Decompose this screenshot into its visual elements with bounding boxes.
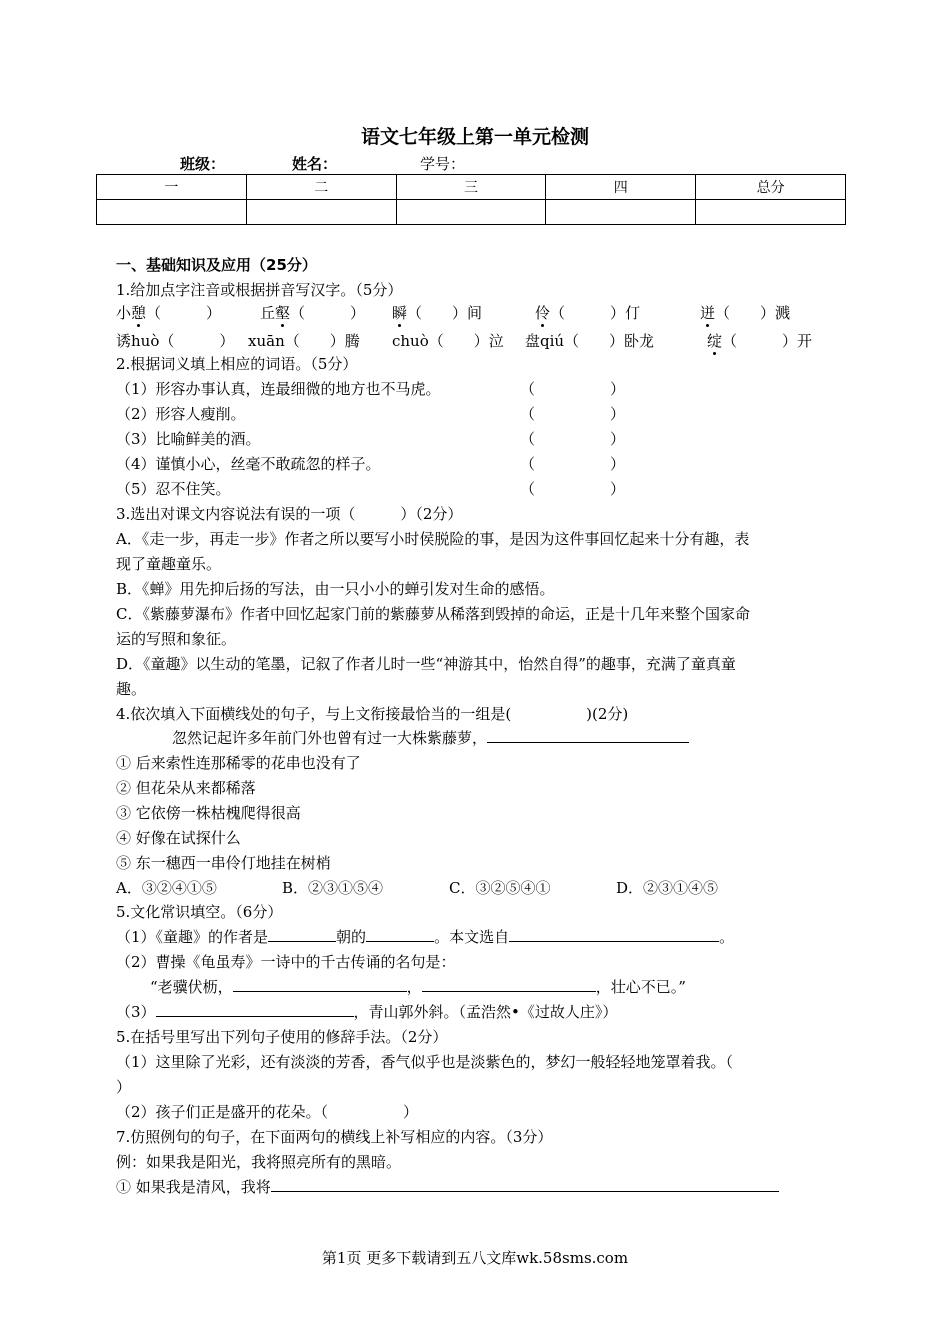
fill-line: （2）曹操《龟虽寿》一诗中的千古传诵的名句是：	[116, 953, 456, 971]
answer-paren[interactable]: （ ）	[520, 405, 626, 423]
definition-item: （1）形容办事认真，连最细微的地方也不马虎。	[116, 380, 441, 398]
student-id-label: 学号：	[420, 155, 466, 173]
score-header: 一	[97, 175, 247, 200]
answer-blank[interactable]	[509, 927, 719, 942]
score-header: 三	[396, 175, 546, 200]
fill-line: ① 如果我是清风，我将	[116, 1176, 779, 1197]
option-a: A．《走一步，再走一步》作者之所以要写小时侯脱险的事，是因为这件事回忆起来十分有趣，表	[116, 530, 750, 548]
sentence-item: ⑤ 东一穗西一串伶仃地挂在树梢	[116, 854, 331, 872]
score-cell[interactable]	[696, 200, 846, 225]
pinyin-item: 绽（ ）开	[707, 332, 813, 350]
pinyin-item: 诱huò（ ）	[116, 332, 235, 350]
page-footer: 第1页 更多下载请到五八文库wk.58sms.com	[321, 1249, 629, 1267]
answer-blank[interactable]	[233, 977, 407, 992]
option-c-cont: 运的写照和象征。	[116, 630, 237, 648]
definition-item: （2）形容人瘦削。	[116, 405, 246, 423]
answer-blank[interactable]	[268, 927, 336, 942]
answer-paren[interactable]: （ ）	[520, 480, 626, 498]
score-header: 四	[546, 175, 696, 200]
section-heading: 一、基础知识及应用（25分）	[116, 256, 317, 274]
sentence-item: ③ 它依傍一株枯槐爬得很高	[116, 804, 301, 822]
answer-paren[interactable]: （ ）	[520, 380, 626, 398]
option-b: B．《蝉》用先抑后扬的写法，由一只小小的蝉引发对生命的感悟。	[116, 580, 555, 598]
page-title: 语文七年级上第一单元检测	[360, 126, 589, 148]
score-cell[interactable]	[246, 200, 396, 225]
fill-line: “老骥伏枥， ， ，壮心不已。”	[150, 978, 686, 996]
pinyin-item: 盘qiú（ ）卧龙	[525, 332, 655, 350]
lead-sentence: 忽然记起许多年前门外也曾有过一大株紫藤萝，	[172, 727, 689, 748]
definition-item: （5）忍不住笑。	[116, 480, 231, 498]
answer-blank[interactable]	[366, 927, 434, 942]
sentence-item: （1）这里除了光彩，还有淡淡的芳香，香气似乎也是淡紫色的，梦幻一般轻轻地笼罩着我。（	[116, 1053, 734, 1071]
answer-paren[interactable]: （ ）	[520, 455, 626, 473]
choice-option[interactable]: C．③②⑤④①	[449, 879, 551, 897]
choice-option[interactable]: B．②③①⑤④	[282, 879, 384, 897]
score-header: 总分	[696, 175, 846, 200]
score-cell[interactable]	[546, 200, 696, 225]
name-label: 姓名：	[292, 155, 338, 173]
score-cell[interactable]	[97, 200, 247, 225]
answer-blank[interactable]	[487, 728, 689, 743]
question-stem: 3.选出对课文内容说法有误的一项（ ）（2分）	[116, 505, 463, 523]
option-d: D．《童趣》以生动的笔墨，记叙了作者儿时一些“神游其中，怡然自得”的趣事，充满了童真童	[116, 655, 736, 673]
pinyin-item: 迸（ ）溅	[700, 304, 791, 322]
choice-option[interactable]: A．③②④①⑤	[116, 879, 217, 897]
pinyin-item: chuò（ ）泣	[392, 332, 504, 350]
pinyin-item: 伶（ ）仃	[535, 304, 641, 322]
definition-item: （4）谨慎小心，丝毫不敢疏忽的样子。	[116, 455, 381, 473]
question-stem: 2.根据词义填上相应的词语。（5分）	[116, 355, 358, 373]
question-stem: 5.文化常识填空。（6分）	[116, 903, 283, 921]
question-stem: 4.依次填入下面横线处的句子，与上文衔接最恰当的一组是( )(2分)	[116, 705, 629, 723]
class-label: 班级：	[180, 155, 226, 173]
question-stem: 7.仿照例句的句子，在下面两句的横线上补写相应的内容。（3分）	[116, 1128, 553, 1146]
answer-blank[interactable]	[271, 1177, 779, 1192]
pinyin-item: xuān（ ）腾	[248, 332, 360, 350]
fill-line: （3） ，青山郭外斜。（孟浩然•《过故人庄》）	[116, 1003, 618, 1021]
answer-paren[interactable]: （ ）	[520, 430, 626, 448]
pinyin-item: 瞬（ ）间	[392, 304, 483, 322]
fill-line: （1）《童趣》的作者是 朝的 。本文选自 。	[116, 928, 735, 946]
answer-blank[interactable]	[156, 1002, 354, 1017]
option-d-cont: 趣。	[116, 680, 147, 698]
question-stem: 5.在括号里写出下列句子使用的修辞手法。（2分）	[116, 1028, 448, 1046]
pinyin-item: 丘壑（ ）	[260, 304, 366, 322]
question-stem: 1.给加点字注音或根据拼音写汉字。（5分）	[116, 281, 403, 299]
score-table	[96, 174, 846, 225]
option-c: C．《紫藤萝瀑布》作者中回忆起家门前的紫藤萝从稀落到毁掉的命运，正是十几年来整个国家命	[116, 605, 750, 623]
sentence-item: ② 但花朵从来都稀落	[116, 779, 256, 797]
answer-paren: ）	[116, 1078, 132, 1096]
pinyin-item: 小憩（ ）	[116, 304, 222, 322]
score-header: 二	[246, 175, 396, 200]
score-cell[interactable]	[396, 200, 546, 225]
definition-item: （3）比喻鲜美的酒。	[116, 430, 261, 448]
example-sentence: 例：如果我是阳光，我将照亮所有的黑暗。	[116, 1153, 402, 1171]
option-a-cont: 现了童趣童乐。	[116, 555, 222, 573]
sentence-item: ① 后来索性连那稀零的花串也没有了	[116, 754, 361, 772]
answer-blank[interactable]	[422, 977, 596, 992]
sentence-item: （2）孩子们正是盛开的花朵。（ ）	[116, 1103, 419, 1121]
sentence-item: ④ 好像在试探什么	[116, 829, 241, 847]
choice-option[interactable]: D．②③①④⑤	[616, 879, 719, 897]
